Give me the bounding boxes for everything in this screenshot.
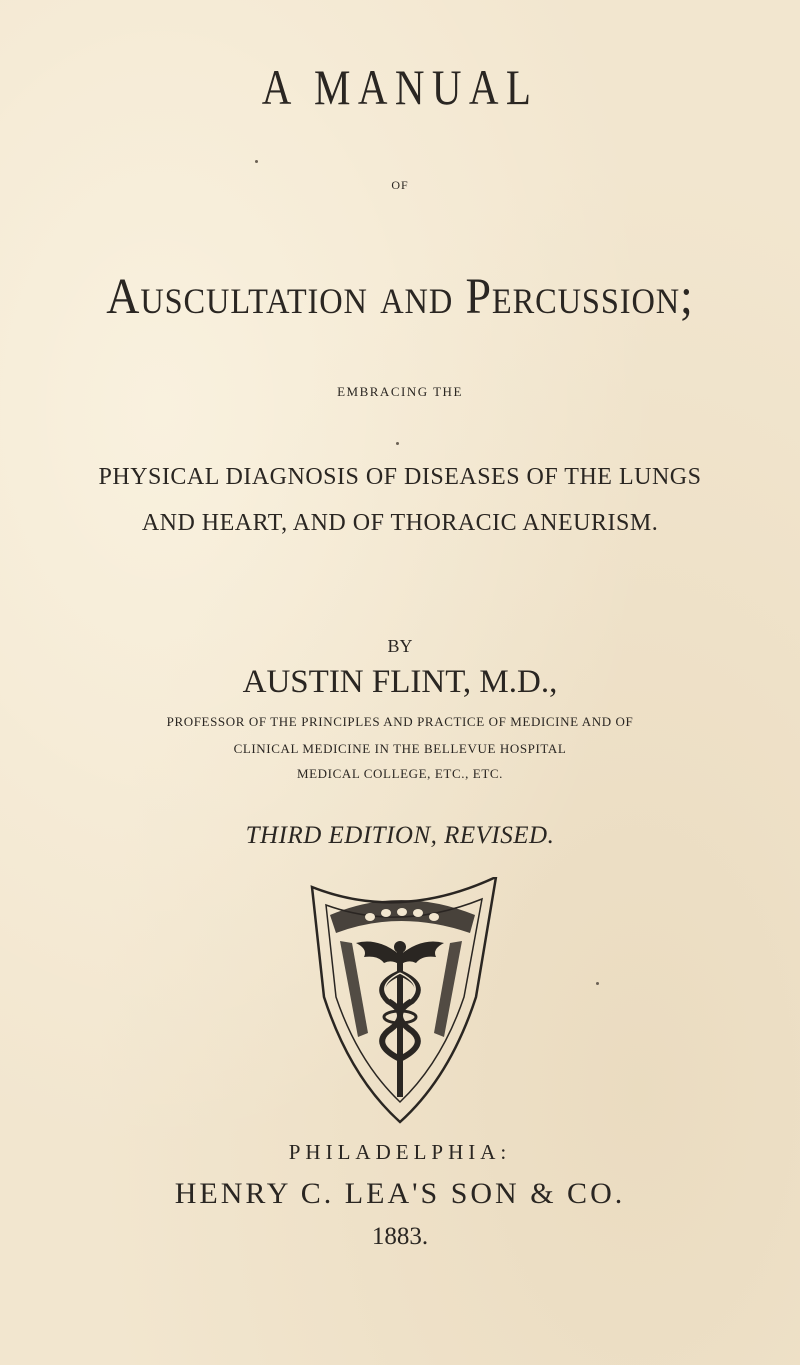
edition-statement: THIRD EDITION, REVISED. bbox=[245, 822, 555, 849]
title-connector-of: OF bbox=[391, 178, 409, 192]
imprint-publisher: HENRY C. LEA'S SON & CO. bbox=[174, 1177, 626, 1210]
imprint-city: PHILADELPHIA: bbox=[288, 1140, 512, 1164]
book-subject: Auscultation and Percussion; bbox=[106, 269, 694, 325]
description-line-1: PHYSICAL DIAGNOSIS OF DISEASES OF THE LUNGS bbox=[98, 464, 702, 490]
author-title-line-2: CLINICAL MEDICINE IN THE BELLEVUE HOSPITAL bbox=[233, 741, 567, 756]
author-title-line-1: PROFESSOR OF THE PRINCIPLES AND PRACTICE OF MEDICINE AND OF bbox=[166, 714, 634, 729]
by-label: BY bbox=[387, 636, 413, 656]
embracing-label: EMBRACING THE bbox=[337, 384, 463, 399]
author-title-line-3: MEDICAL COLLEGE, ETC., ETC. bbox=[296, 766, 503, 781]
author-name: AUSTIN FLINT, M.D., bbox=[242, 664, 558, 700]
description-line-2: AND HEART, AND OF THORACIC ANEURISM. bbox=[141, 510, 659, 536]
imprint-year: 1883. bbox=[371, 1223, 429, 1250]
book-title: A MANUAL bbox=[261, 59, 539, 115]
paper-speck bbox=[596, 982, 599, 985]
paper-speck bbox=[255, 160, 258, 163]
paper-speck bbox=[396, 442, 399, 445]
caduceus-shield-icon bbox=[300, 877, 500, 1127]
